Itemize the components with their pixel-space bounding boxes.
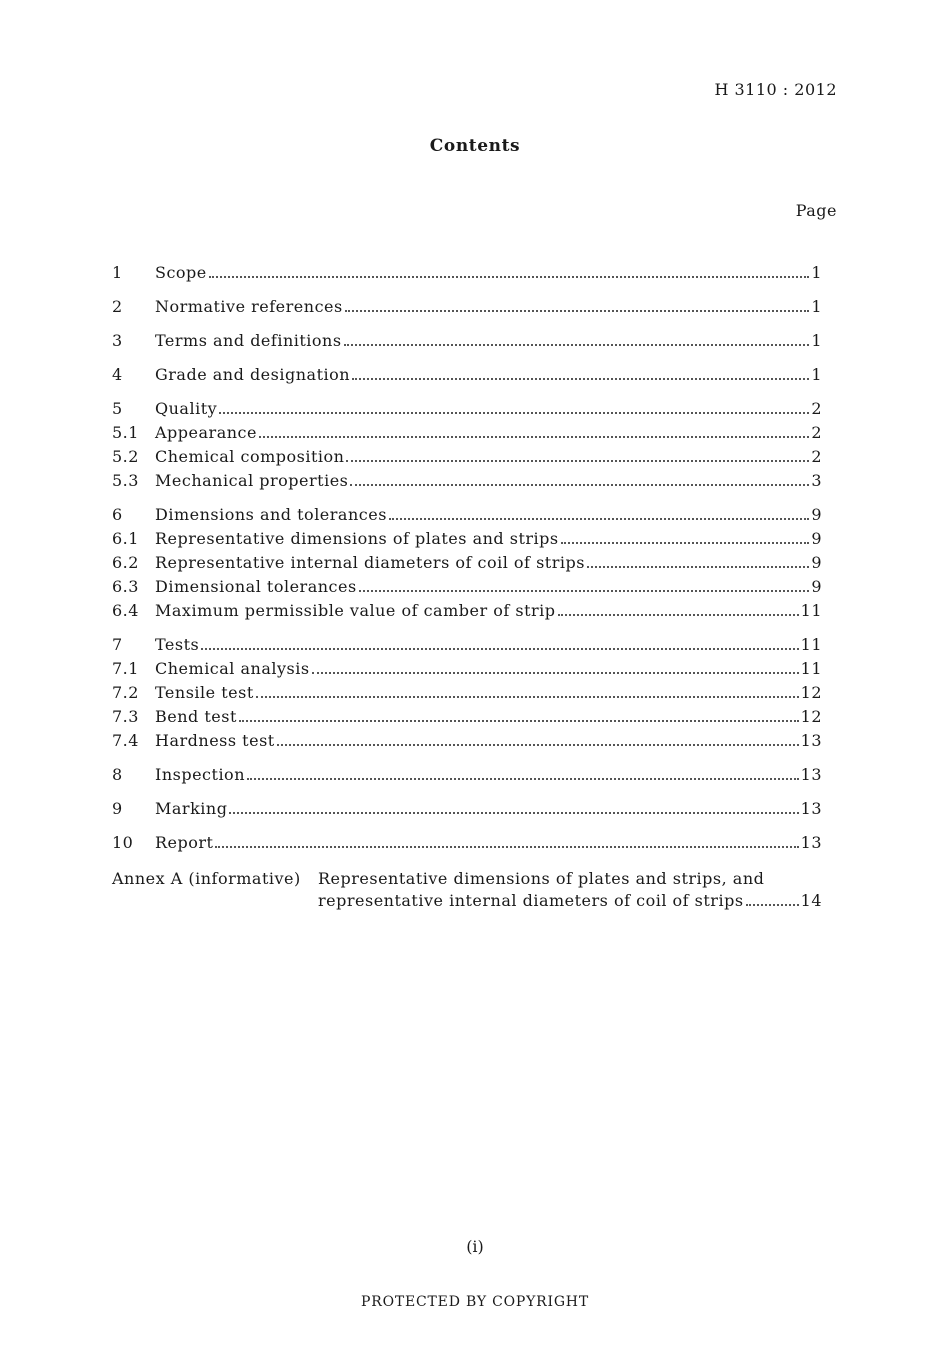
toc-row[interactable] [112,505,822,529]
toc-page-number: 13 [800,799,822,818]
dot-leader [350,484,809,486]
dot-leader [344,344,810,346]
toc-page-number: 9 [811,505,822,524]
toc-section-number: 7.2 [112,683,139,702]
toc-entry-title: Tests [155,635,200,654]
toc-page-number: 11 [800,635,822,654]
document-number: H 3110 : 2012 [714,80,837,99]
toc-entry [155,635,822,654]
toc-section-number: 10 [112,833,134,852]
toc-page-number: 2 [811,447,822,466]
toc-page-number: 12 [800,683,822,702]
page-folio: (i) [466,1237,484,1256]
dot-leader [312,672,799,674]
dot-leader [229,812,798,814]
toc-section-number: 7.4 [112,731,139,750]
dot-leader [256,696,799,698]
toc-annex-entry[interactable] [112,867,822,915]
dot-leader [345,310,810,312]
toc-section-number: 6.1 [112,529,139,548]
toc-entry-title: Quality [155,399,218,418]
toc-entry-title: Appearance [155,423,257,442]
toc-entry [155,659,822,678]
toc-section-number: 7.3 [112,707,139,726]
toc-entry [155,399,822,418]
toc-section-number: 5.2 [112,447,139,466]
dot-leader [219,412,809,414]
toc-page-number: 13 [800,765,822,784]
toc-page-number: 9 [811,553,822,572]
toc-row[interactable] [112,365,822,389]
toc-entry [155,601,822,620]
toc-section-number: 2 [112,297,123,316]
toc-page-number: 11 [800,601,822,620]
dot-leader [209,276,810,278]
toc-page-number: 3 [811,471,822,490]
table-of-contents [112,263,822,915]
toc-page-number: 13 [800,731,822,750]
toc-row[interactable] [112,471,822,495]
annex-title-line-2-text: representative internal diameters of coil of strips [318,891,744,910]
toc-row[interactable] [112,331,822,355]
dot-leader [215,846,798,848]
toc-row[interactable] [112,423,822,447]
annex-page-number: 14 [800,891,822,910]
dot-leader [259,436,809,438]
toc-row[interactable] [112,731,822,755]
dot-leader [561,542,810,544]
annex-label: Annex A (informative) [112,869,301,888]
toc-section-number: 7 [112,635,123,654]
toc-page-number: 9 [811,577,822,596]
toc-entry [155,263,822,282]
toc-row[interactable] [112,799,822,823]
toc-section-number: 9 [112,799,123,818]
toc-entry-title: Maximum permissible value of camber of strip [155,601,556,620]
toc-entry [155,731,822,750]
dot-leader [352,378,809,380]
toc-entry [155,799,822,818]
toc-page-number: 9 [811,529,822,548]
toc-row[interactable] [112,297,822,321]
dot-leader [558,614,799,616]
toc-row[interactable] [112,447,822,471]
toc-entry-title: Chemical composition [155,447,345,466]
toc-entry [155,833,822,852]
toc-row[interactable] [112,577,822,601]
dot-leader [346,460,809,462]
toc-page-number: 1 [811,263,822,282]
toc-entry-title: Dimensions and tolerances [155,505,387,524]
toc-entry-title: Scope [155,263,207,282]
toc-entry-title: Normative references [155,297,343,316]
toc-entry-title: Chemical analysis [155,659,310,678]
toc-row[interactable] [112,601,822,625]
toc-entry-title: Bend test [155,707,237,726]
dot-leader [359,590,810,592]
toc-entry-title: Dimensional tolerances [155,577,357,596]
toc-page-number: 13 [800,833,822,852]
toc-page-number: 2 [811,423,822,442]
toc-section-number: 5.3 [112,471,139,490]
toc-entry-title: Report [155,833,214,852]
toc-entry-title: Inspection [155,765,245,784]
annex-title-line-2 [318,891,822,915]
toc-page-number: 1 [811,365,822,384]
toc-page-number: 1 [811,331,822,350]
toc-row[interactable] [112,635,822,659]
toc-section-number: 6.3 [112,577,139,596]
toc-row[interactable] [112,683,822,707]
dot-leader [201,648,798,650]
toc-page-number: 12 [800,707,822,726]
page-column-heading: Page [795,201,837,220]
toc-page-number: 1 [811,297,822,316]
dot-leader [247,778,799,780]
toc-entry [155,331,822,350]
toc-entry [155,365,822,384]
toc-entry [155,577,822,596]
toc-entry [155,683,822,702]
toc-row[interactable] [112,833,822,857]
toc-entry-title: Marking [155,799,228,818]
toc-section-number: 5 [112,399,123,418]
toc-entry-title: Representative internal diameters of coil of strips [155,553,585,572]
toc-entry [155,297,822,316]
toc-row[interactable] [112,659,822,683]
toc-section-number: 3 [112,331,123,350]
toc-entry-title: Mechanical properties [155,471,349,490]
toc-row[interactable] [112,263,822,287]
toc-entry [155,505,822,524]
toc-section-number: 5.1 [112,423,139,442]
toc-entry [155,553,822,572]
toc-entry [155,529,822,548]
toc-entry-title: Representative dimensions of plates and strips [155,529,559,548]
toc-entry [155,707,822,726]
dot-leader [389,518,809,520]
toc-section-number: 6.4 [112,601,139,620]
toc-entry [155,765,822,784]
toc-entry [155,447,822,466]
toc-row[interactable] [112,765,822,789]
toc-row[interactable] [112,529,822,553]
dot-leader [746,904,799,906]
toc-row[interactable] [112,553,822,577]
dot-leader [277,744,799,746]
toc-section-number: 6 [112,505,123,524]
toc-page-number: 11 [800,659,822,678]
annex-title-line-1: Representative dimensions of plates and strips, and [318,869,765,888]
page-title: Contents [429,136,521,156]
copyright-notice: PROTECTED BY COPYRIGHT [361,1294,589,1310]
dot-leader [587,566,809,568]
toc-section-number: 6.2 [112,553,139,572]
toc-page-number: 2 [811,399,822,418]
dot-leader [239,720,799,722]
toc-entry-title: Terms and definitions [155,331,342,350]
annex-title [318,867,822,915]
toc-entry-title: Hardness test [155,731,275,750]
toc-entry [155,423,822,442]
toc-section-number: 1 [112,263,123,282]
toc-entry-title: Grade and designation [155,365,351,384]
toc-section-number: 4 [112,365,123,384]
toc-entry-title: Tensile test [155,683,254,702]
toc-row[interactable] [112,399,822,423]
toc-section-number: 8 [112,765,123,784]
toc-section-number: 7.1 [112,659,139,678]
toc-entry [155,471,822,490]
toc-row[interactable] [112,707,822,731]
